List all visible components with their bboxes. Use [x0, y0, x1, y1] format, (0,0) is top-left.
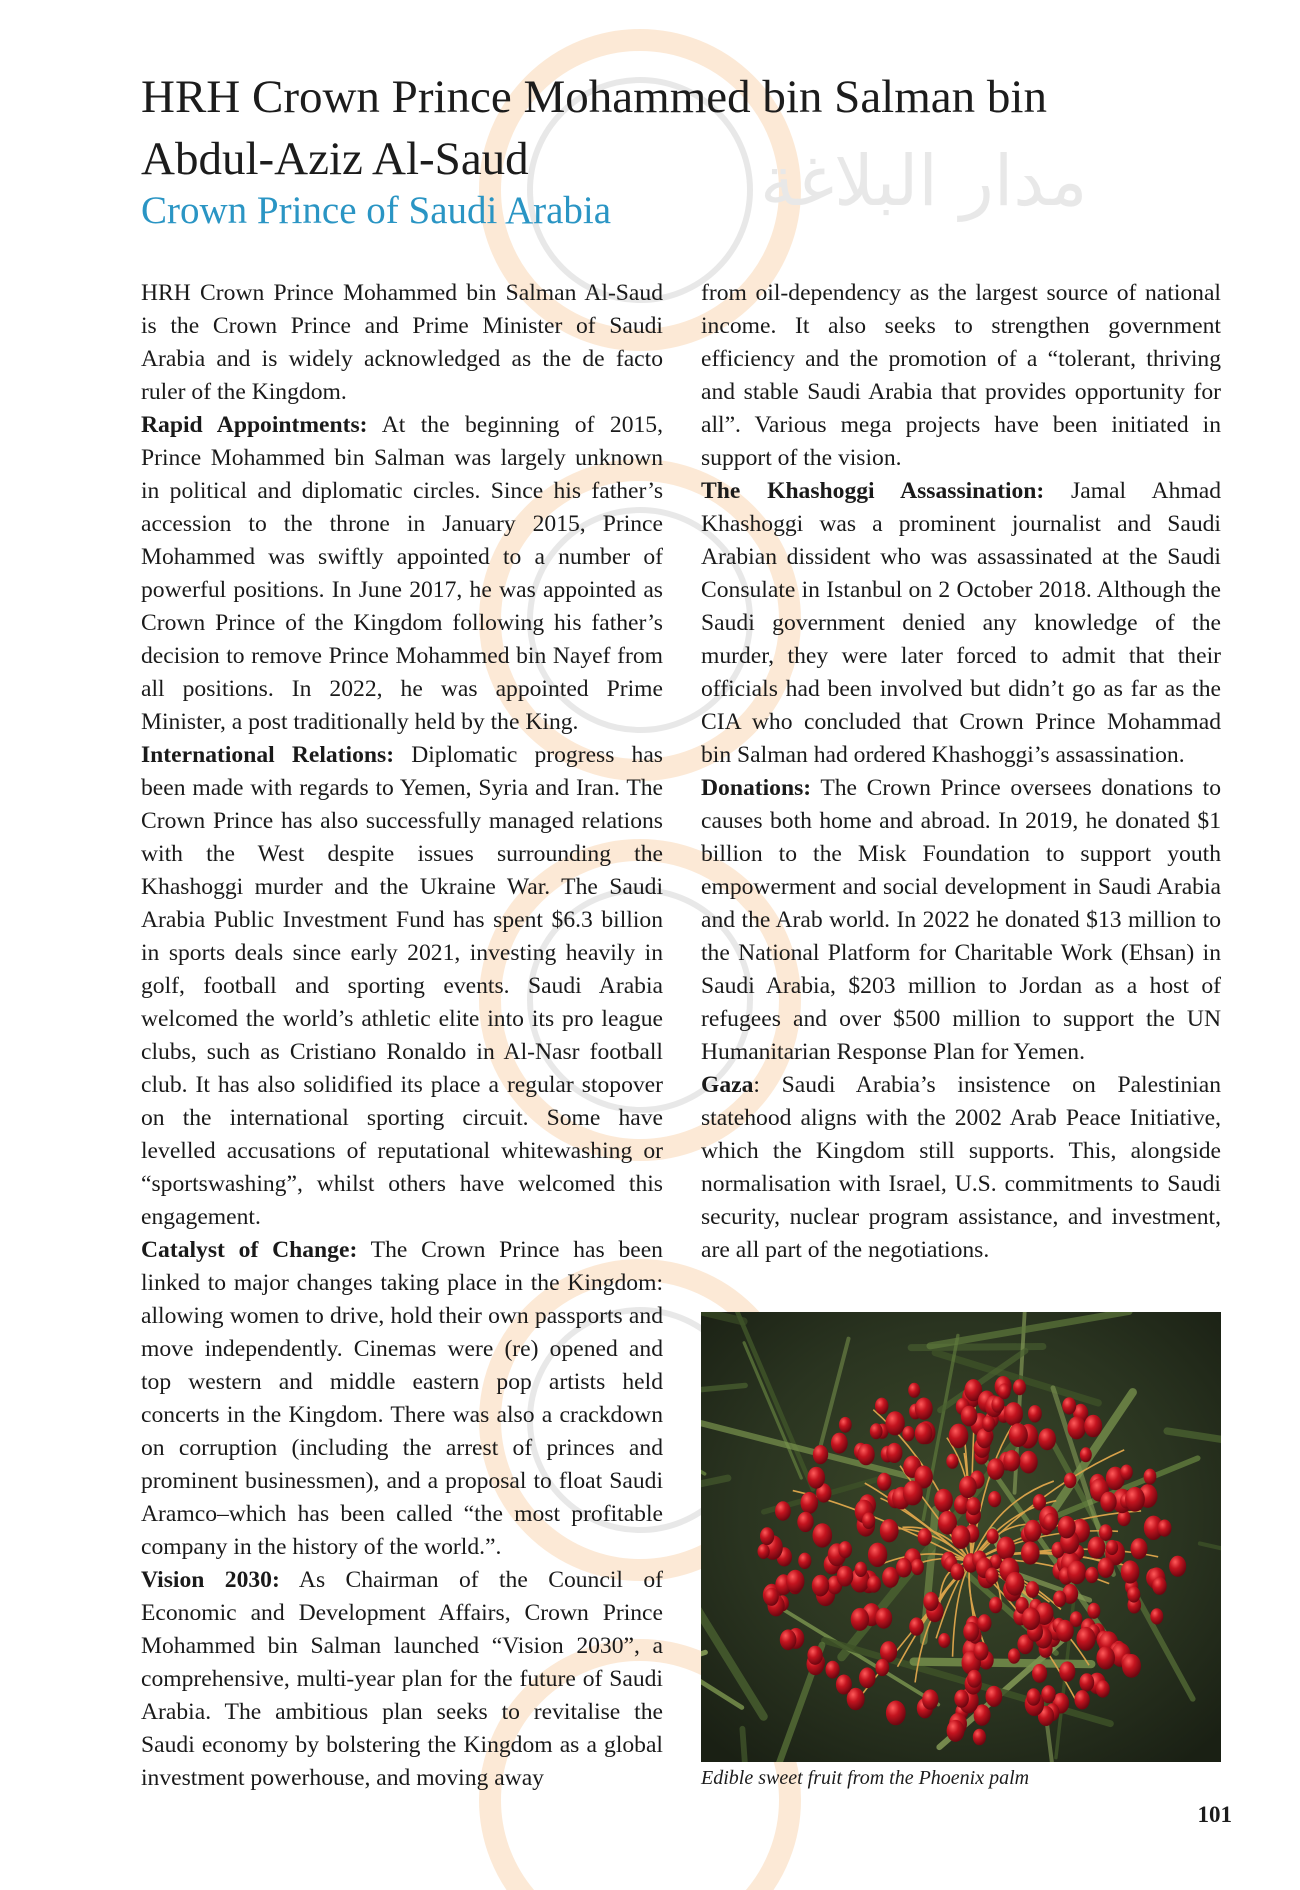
fruit-berry — [951, 1563, 965, 1580]
fruit-berry — [1096, 1680, 1110, 1697]
watermark-text-top: مدار البلاغة — [760, 140, 1088, 222]
fruit-berry — [1152, 1577, 1166, 1595]
fruit-berry — [923, 1592, 938, 1611]
fruit-berry — [908, 1383, 920, 1398]
fruit-berry — [1096, 1646, 1115, 1669]
fruit-berry — [1085, 1567, 1098, 1583]
donations-heading: Donations: — [701, 775, 812, 801]
fruit-berry — [997, 1537, 1016, 1560]
fruit-berry — [989, 1597, 1002, 1614]
fruit-berry — [813, 1445, 828, 1464]
fruit-berry — [1121, 1560, 1140, 1583]
international-relations-heading: International Relations: — [141, 742, 395, 768]
phoenix-palm-fruit-photo — [701, 1312, 1221, 1762]
khashoggi-paragraph — [701, 475, 1221, 772]
fruit-berry — [987, 1529, 999, 1544]
fruit-berry — [797, 1512, 813, 1532]
fruit-berry — [938, 1633, 950, 1648]
fruit-berry — [966, 1497, 981, 1515]
fruit-berry — [807, 1646, 822, 1665]
fruit-berry — [896, 1558, 912, 1578]
fruit-berry — [959, 1476, 977, 1498]
fruit-berry — [977, 1614, 991, 1632]
fruit-berry — [1074, 1690, 1089, 1709]
fruit-berry — [986, 1686, 1003, 1707]
fruit-berry — [949, 1424, 969, 1449]
gaza-heading: Gaza — [701, 1072, 754, 1098]
fruit-berry — [780, 1629, 797, 1650]
fruit-berry — [1004, 1402, 1023, 1426]
catalyst-of-change-paragraph — [141, 1234, 663, 1564]
gaza-text: : Saudi Arabia’s insistence on Palestinian statehood aligns with the 2002 Arab Peace Initiative, which the Kingdom still supports. This, alongside normalisation with Israel, U.S. commitments to Saudi security, nuclear program assistance, and investment, are all part of the negotiations. — [701, 1072, 1221, 1263]
fruit-berry — [954, 1690, 969, 1708]
fruit-berry — [1122, 1654, 1141, 1678]
fruit-berry — [1008, 1648, 1020, 1664]
intro-paragraph: HRH Crown Prince Mohammed bin Salman Al-Saud is the Crown Prince and Prime Minister of Saudi Arabia and is widely acknowledged as the de facto ruler of the Kingdom. — [141, 280, 663, 405]
fruit-berry — [838, 1541, 852, 1558]
fruit-berry — [826, 1661, 840, 1679]
fruit-berry — [1087, 1603, 1100, 1619]
fruit-berry — [886, 1701, 906, 1726]
fruit-berry — [862, 1512, 875, 1529]
fruit-berry — [1064, 1473, 1077, 1489]
fruit-berry — [813, 1523, 833, 1547]
fruit-berry — [855, 1562, 867, 1577]
fruit-illustration — [701, 1312, 1221, 1762]
fruit-berry — [1027, 1688, 1041, 1706]
fruit-berry — [1106, 1540, 1118, 1555]
fruit-berry — [875, 1608, 892, 1629]
rapid-appointments-text: At the beginning of 2015, Prince Mohammed bin Salman was largely unknown in political and diplomatic circles. Since his father’s accession to the throne in January 2015, Prince Mohammed was swiftly appointed to a number of powerful positions. In June 2017, he was appointed as Crown Prince of the Kingdom following his father’s decision to remove Prince Mohammed bin Nayef from all positions. In 2022, he was appointed Prime Minister, a post traditionally held by the King. — [141, 412, 663, 735]
fruit-berry — [911, 1559, 924, 1575]
page-title: HRH Crown Prince Mohammed bin Salman bin Abdul-Aziz Al-Saud — [141, 71, 1047, 185]
fruit-berry — [1131, 1538, 1148, 1559]
left-column — [141, 277, 663, 1795]
fruit-berry — [1043, 1513, 1057, 1531]
fruit-berry — [902, 1426, 914, 1441]
fruit-berry — [998, 1383, 1011, 1399]
fruit-berry — [839, 1417, 852, 1433]
fruit-berry — [831, 1433, 848, 1454]
fruit-berry — [909, 1617, 924, 1635]
fruit-berry — [1068, 1416, 1086, 1439]
page-number: 101 — [1197, 1802, 1232, 1827]
fruit-berry — [1067, 1561, 1086, 1585]
fruit-berry — [1003, 1450, 1020, 1471]
fruit-berry — [836, 1675, 852, 1695]
rapid-appointments-heading: Rapid Appointments: — [141, 412, 368, 438]
fruit-berry — [1028, 1405, 1042, 1422]
fruit-berry — [1024, 1520, 1042, 1542]
fruit-berry — [961, 1406, 978, 1427]
fruit-berry — [946, 1454, 958, 1469]
fruit-berry — [1038, 1428, 1056, 1450]
fruit-berry — [922, 1689, 938, 1709]
fruit-berry — [973, 1729, 986, 1746]
fruit-berry — [988, 1491, 1001, 1507]
fruit-berry — [1098, 1558, 1114, 1578]
fruit-berry — [1056, 1620, 1074, 1642]
fruit-berry — [775, 1501, 791, 1521]
fruit-berry — [1058, 1516, 1076, 1539]
vision-2030-paragraph — [141, 1564, 663, 1795]
fruit-berry — [1076, 1627, 1095, 1651]
rapid-appointments-paragraph — [141, 409, 663, 739]
fruit-berry — [764, 1588, 779, 1606]
fruit-berry — [859, 1667, 876, 1688]
fruit-berry — [1158, 1520, 1172, 1537]
fruit-berry — [1005, 1572, 1024, 1596]
fruit-berry — [1080, 1447, 1092, 1462]
catalyst-of-change-text: The Crown Prince has been linked to major changes taking place in the Kingdom: allowing women to drive, hold their own passports and move independently. Cinemas were (re) opened and top western and middle eastern pop artists held concerts in the Kingdom. There was also a crackdown on corruption (including the arrest of princes and prominent businessmen), and a proposal to float Saudi Aramco–which has been called “the most profitable company in the history of the world.”. — [141, 1237, 663, 1560]
fruit-berry — [807, 1467, 825, 1489]
fruit-berry — [967, 1670, 981, 1688]
fruit-berry — [985, 1568, 998, 1585]
khashoggi-text: Jamal Ahmad Khashoggi was a prominent journalist and Saudi Arabian dissident who was assassinated at the Saudi Consulate in Istanbul on 2 October 2018. Although the Saudi government denied any knowledge of the murder, they were later forced to admit that their officials had been involved but didn’t go as far as the CIA who concluded that Crown Prince Mohammad bin Salman had ordered Khashoggi’s assassination. — [701, 478, 1221, 768]
fruit-berry — [858, 1444, 875, 1466]
fruit-berry — [1125, 1487, 1145, 1512]
fruit-berry — [1127, 1586, 1140, 1602]
fruit-berry — [875, 1659, 889, 1676]
fruit-berry — [1059, 1661, 1075, 1681]
international-relations-text: Diplomatic progress has been made with regards to Yemen, Syria and Iran. The Crown Prince has also successfully managed relations with the West despite issues surrounding the Khashoggi murder and the Ukraine War. The Saudi Arabia Public Investment Fund has spent $6.3 billion in sports deals since early 2021, investing heavily in golf, football and sporting events. Saudi Arabia welcomed the world’s athletic elite into its pro league clubs, such as Cristiano Ronaldo in Al-Nasr football club. It has also solidified its place a regular stopover on the international sporting circuit. Some have levelled accusations of reputational whitewashing or “sportswashing”, whilst others have welcomed this engagement. — [141, 742, 663, 1230]
fruit-berry — [1100, 1492, 1116, 1513]
khashoggi-heading: The Khashoggi Assassination: — [701, 478, 1045, 504]
fruit-berry — [875, 1398, 888, 1415]
fruit-berry — [880, 1519, 899, 1542]
fruit-berry — [1144, 1469, 1157, 1485]
fruit-berry — [1120, 1465, 1133, 1481]
vision-2030-heading: Vision 2030: — [141, 1567, 280, 1593]
fruit-berry — [1150, 1608, 1163, 1624]
fruit-berry — [877, 1473, 891, 1491]
vision-2030-text: As Chairman of the Council of Economic and Development Affairs, Crown Prince Mohammed bin Salman launched “Vision 2030”, a comprehensive, multi-year plan for the future of Saudi Arabia. The ambitious plan seeks to revitalise the Saudi economy by bolstering the Kingdom as a global investment powerhouse, and moving away — [141, 1567, 663, 1791]
right-column — [701, 277, 1221, 1267]
fruit-berry — [918, 1528, 932, 1546]
fruit-berry — [1026, 1581, 1039, 1598]
fruit-berry — [801, 1492, 819, 1514]
fruit-berry — [870, 1423, 883, 1439]
catalyst-of-change-heading: Catalyst of Change: — [141, 1237, 358, 1263]
donations-text: The Crown Prince oversees donations to causes both home and abroad. In 2019, he donated $1 billion to the Misk Foundation to support youth empowerment and social development in Saudi Arabia and the Arab world. In 2022 he donated $13 million to the National Platform for Charitable Work (Ehsan) in Saudi Arabia, $203 million to Jordan as a host of refugees and over $500 million to support the UN Humanitarian Response Plan for Yemen. — [701, 775, 1221, 1065]
fruit-berry — [758, 1544, 770, 1559]
fruit-berry — [851, 1608, 869, 1631]
fruit-berry — [1032, 1664, 1047, 1683]
fruit-berry — [1088, 1537, 1106, 1559]
fruit-berry — [1022, 1607, 1040, 1630]
fruit-berry — [786, 1570, 804, 1593]
fruit-berry — [1053, 1591, 1066, 1608]
fruit-berry — [987, 1458, 1004, 1480]
fruit-berry — [991, 1396, 1004, 1412]
fruit-berry — [903, 1481, 923, 1506]
fruit-berry — [798, 1553, 811, 1569]
fruit-berry — [1013, 1379, 1026, 1395]
fruit-berry — [886, 1443, 902, 1463]
fruit-berry — [885, 1411, 904, 1435]
fruit-berry — [812, 1575, 829, 1597]
gaza-paragraph — [701, 1069, 1221, 1267]
fruit-berry — [934, 1489, 953, 1513]
photo-caption: Edible sweet fruit from the Phoenix palm — [701, 1767, 1030, 1789]
fruit-berry — [1021, 1541, 1040, 1564]
donations-paragraph — [701, 772, 1221, 1069]
fruit-berry — [867, 1576, 881, 1593]
fruit-berry — [1084, 1415, 1102, 1438]
fruit-berry — [1079, 1673, 1094, 1691]
fruit-berry — [1020, 1451, 1038, 1474]
fruit-berry — [868, 1543, 887, 1567]
fruit-berry — [963, 1622, 979, 1642]
fruit-berry — [1009, 1423, 1028, 1447]
fruit-berry — [915, 1422, 933, 1444]
page-subtitle: Crown Prince of Saudi Arabia — [141, 189, 612, 232]
vision-2030-continued: from oil-dependency as the largest source of national income. It also seeks to strengthen government efficiency and the promotion of a “tolerant, thriving and stable Saudi Arabia that provides opportunity for all”. Various mega projects have been initiated in support of the vision. — [701, 280, 1221, 471]
fruit-berry — [974, 1642, 989, 1661]
fruit-berry — [982, 1416, 995, 1432]
fruit-berry — [760, 1527, 774, 1545]
fruit-berry — [1169, 1556, 1186, 1577]
fruit-berry — [837, 1566, 854, 1587]
fruit-berry — [951, 1525, 970, 1549]
fruit-berry — [947, 1720, 965, 1742]
fruit-berry — [915, 1398, 933, 1420]
international-relations-paragraph — [141, 739, 663, 1234]
fruit-berry — [1062, 1397, 1076, 1414]
